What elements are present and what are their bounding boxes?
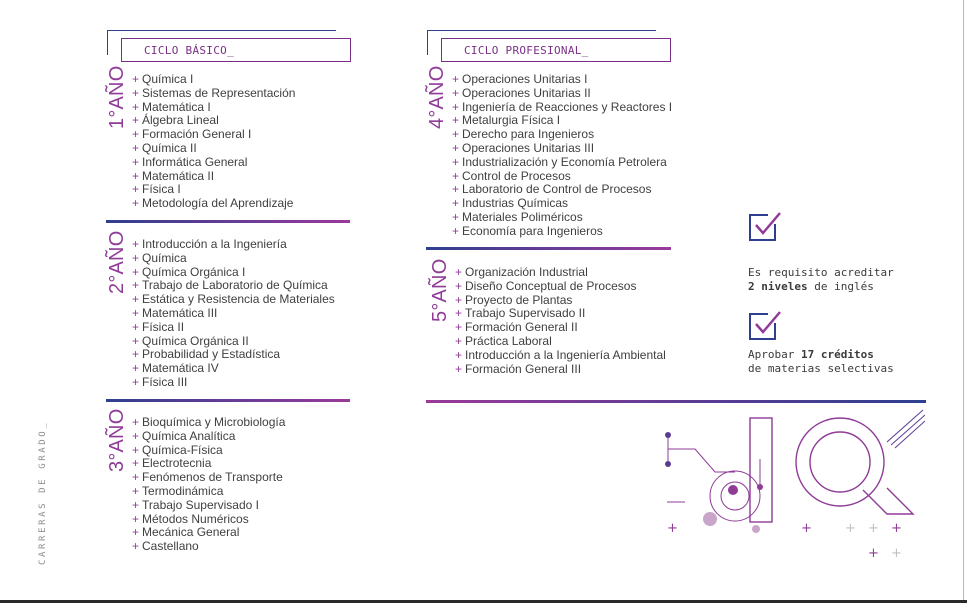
subject-item — [132, 416, 285, 430]
subject-name: Informática General — [142, 154, 248, 169]
plus-bullet: + — [452, 99, 460, 114]
subject-item — [452, 114, 672, 128]
subject-item — [132, 183, 295, 197]
subject-item — [132, 128, 295, 142]
side-section-label: CARRERAS DE GRADO_ — [38, 420, 48, 565]
year-1-label: 1°AÑO — [106, 65, 128, 129]
page-edge — [963, 0, 964, 603]
year-5-subjects — [455, 266, 666, 376]
plus-bullet: + — [452, 113, 460, 128]
plus-bullet: + — [132, 182, 140, 197]
subject-item — [452, 170, 672, 184]
plus-bullet: + — [132, 374, 140, 389]
subject-name: Trabajo Supervisado II — [465, 306, 586, 321]
plus-bullet: + — [452, 209, 460, 224]
subject-name: Química — [142, 250, 187, 265]
subject-name: Métodos Numéricos — [142, 511, 249, 526]
subject-item — [452, 225, 672, 239]
subject-item — [132, 362, 335, 376]
plus-mark: + — [891, 521, 902, 536]
subject-item — [132, 252, 335, 266]
plus-bullet: + — [132, 483, 140, 498]
subject-item — [455, 349, 666, 363]
plus-mark: + — [667, 521, 678, 536]
subject-item — [132, 526, 285, 540]
plus-bullet: + — [455, 320, 463, 335]
plus-mark: + — [868, 521, 879, 536]
requirement-english-bold: 2 niveles — [748, 280, 808, 293]
subject-item — [132, 307, 335, 321]
subject-name: Trabajo de Laboratorio de Química — [142, 278, 328, 293]
subject-item — [455, 280, 666, 294]
plus-bullet: + — [132, 140, 140, 155]
subject-name: Operaciones Unitarias II — [462, 85, 591, 100]
plus-mark: + — [868, 546, 879, 561]
ciclo-basico-title: CICLO BÁSICO_ — [121, 38, 351, 62]
iq-decorative-graphic-icon — [655, 404, 925, 564]
subject-item — [132, 279, 335, 293]
divider-long — [426, 400, 926, 403]
plus-bullet: + — [455, 306, 463, 321]
year-3-label: 3°AÑO — [106, 408, 128, 472]
subject-item — [455, 294, 666, 308]
subject-name: Mecánica General — [142, 525, 240, 540]
subject-name: Práctica Laboral — [465, 333, 552, 348]
subject-name: Química-Física — [142, 442, 223, 457]
subject-name: Álgebra Lineal — [142, 113, 219, 128]
subject-name: Física III — [142, 374, 188, 389]
year-2-label: 2°AÑO — [106, 230, 128, 294]
plus-bullet: + — [452, 223, 460, 238]
year-1-subjects — [132, 73, 295, 211]
subject-name: Materiales Poliméricos — [462, 209, 583, 224]
subject-item — [455, 335, 666, 349]
subject-item — [132, 485, 285, 499]
subject-name: Industrialización y Economía Petrolera — [462, 154, 667, 169]
ciclo-basico-header — [107, 30, 352, 56]
plus-bullet: + — [132, 347, 140, 362]
year-2-subjects — [132, 238, 335, 390]
ciclo-profesional-header — [427, 30, 672, 56]
subject-item — [452, 183, 672, 197]
subject-name: Metalurgia Física I — [462, 113, 561, 128]
plus-bullet: + — [132, 154, 140, 169]
subject-name: Economía para Ingenieros — [462, 223, 603, 238]
subject-item — [452, 156, 672, 170]
subject-name: Operaciones Unitarias III — [462, 140, 595, 155]
plus-mark: + — [891, 546, 902, 561]
plus-bullet: + — [132, 292, 140, 307]
plus-bullet: + — [132, 127, 140, 142]
subject-item — [455, 307, 666, 321]
plus-bullet: + — [132, 278, 140, 293]
subject-item — [132, 471, 285, 485]
plus-bullet: + — [132, 113, 140, 128]
plus-bullet: + — [455, 361, 463, 376]
plus-bullet: + — [132, 264, 140, 279]
requirement-credits-line2: de materias selectivas — [748, 362, 894, 375]
divider-1 — [106, 220, 350, 223]
subject-name: Química Orgánica I — [142, 264, 246, 279]
subject-name: Química Orgánica II — [142, 333, 249, 348]
plus-bullet: + — [452, 182, 460, 197]
subject-item — [132, 540, 285, 554]
plus-bullet: + — [455, 292, 463, 307]
subject-name: Matemática IV — [142, 361, 219, 376]
plus-bullet: + — [132, 428, 140, 443]
subject-name: Formación General II — [465, 320, 578, 335]
plus-bullet: + — [452, 168, 460, 183]
subject-item — [132, 266, 335, 280]
subject-item — [132, 444, 285, 458]
plus-bullet: + — [132, 539, 140, 554]
subject-name: Física I — [142, 182, 181, 197]
subject-item — [452, 87, 672, 101]
plus-bullet: + — [132, 85, 140, 100]
plus-bullet: + — [132, 415, 140, 429]
subject-name: Operaciones Unitarias I — [462, 72, 588, 86]
subject-name: Química II — [142, 140, 197, 155]
ciclo-profesional-title: CICLO PROFESIONAL_ — [441, 38, 671, 62]
subject-name: Sistemas de Representación — [142, 85, 296, 100]
subject-name: Matemática III — [142, 305, 218, 320]
subject-name: Química Analítica — [142, 428, 236, 443]
requirement-english-line1: Es requisito acreditar — [748, 266, 894, 279]
plus-bullet: + — [452, 154, 460, 169]
subject-name: Matemática II — [142, 168, 215, 183]
checkbox-icon — [748, 210, 782, 244]
plus-bullet: + — [132, 497, 140, 512]
subject-name: Matemática I — [142, 99, 211, 114]
year-4-subjects — [452, 73, 672, 239]
plus-bullet: + — [455, 333, 463, 348]
requirement-english-rest: de inglés — [807, 280, 874, 293]
subject-name: Derecho para Ingenieros — [462, 127, 595, 142]
plus-bullet: + — [132, 237, 140, 251]
subject-name: Introducción a la Ingeniería — [142, 237, 287, 251]
subject-item — [132, 293, 335, 307]
subject-item — [132, 513, 285, 527]
subject-name: Diseño Conceptual de Procesos — [465, 278, 637, 293]
subject-item — [455, 266, 666, 280]
plus-bullet: + — [132, 99, 140, 114]
subject-name: Física II — [142, 319, 185, 334]
plus-bullet: + — [452, 140, 460, 155]
subject-name: Fenómenos de Transporte — [142, 470, 283, 485]
plus-bullet: + — [132, 525, 140, 540]
subject-item — [132, 348, 335, 362]
divider-4 — [426, 247, 671, 250]
subject-name: Introducción a la Ingeniería Ambiental — [465, 347, 666, 362]
subject-name: Metodología del Aprendizaje — [142, 196, 294, 211]
plus-bullet: + — [132, 250, 140, 265]
subject-item — [132, 114, 295, 128]
year-4-label: 4°AÑO — [426, 65, 448, 129]
plus-bullet: + — [132, 333, 140, 348]
requirement-credits-bold: 17 créditos — [800, 348, 874, 361]
subject-item — [452, 128, 672, 142]
plus-mark: + — [801, 521, 812, 536]
plus-bullet: + — [132, 511, 140, 526]
plus-bullet: + — [132, 456, 140, 471]
plus-bullet: + — [452, 72, 460, 86]
year-5-label: 5°AÑO — [429, 258, 451, 322]
plus-mark: + — [845, 521, 856, 536]
plus-bullet: + — [455, 278, 463, 293]
subject-name: Laboratorio de Control de Procesos — [462, 182, 652, 197]
subject-name: Castellano — [142, 539, 199, 554]
plus-bullet: + — [132, 305, 140, 320]
subject-name: Proyecto de Plantas — [465, 292, 573, 307]
plus-bullet: + — [455, 265, 463, 279]
subject-item — [132, 499, 285, 513]
subject-item — [452, 142, 672, 156]
plus-bullet: + — [132, 168, 140, 183]
requirement-english — [748, 266, 894, 294]
subject-name: Bioquímica y Microbiología — [142, 415, 286, 429]
plus-bullet: + — [132, 72, 140, 86]
subject-name: Formación General III — [465, 361, 582, 376]
subject-name: Trabajo Supervisado I — [142, 497, 259, 512]
plus-bullet: + — [132, 319, 140, 334]
subject-item — [132, 197, 295, 211]
subject-item — [132, 170, 295, 184]
subject-item — [455, 321, 666, 335]
divider-2 — [106, 399, 350, 402]
subject-item — [132, 73, 295, 87]
subject-item — [452, 73, 672, 87]
subject-name: Probabilidad y Estadística — [142, 347, 281, 362]
subject-name: Química I — [142, 72, 194, 86]
subject-item — [132, 142, 295, 156]
plus-bullet: + — [132, 361, 140, 376]
subject-name: Ingeniería de Reacciones y Reactores I — [462, 99, 673, 114]
subject-name: Control de Procesos — [462, 168, 571, 183]
requirement-credits — [748, 348, 894, 376]
subject-item — [132, 156, 295, 170]
subject-name: Industrias Químicas — [462, 196, 569, 211]
plus-bullet: + — [132, 470, 140, 485]
year-3-subjects — [132, 416, 285, 554]
subject-name: Organización Industrial — [465, 265, 588, 279]
subject-item — [132, 430, 285, 444]
subject-item — [452, 211, 672, 225]
plus-bullet: + — [452, 127, 460, 142]
subject-item — [132, 321, 335, 335]
subject-name: Formación General I — [142, 127, 252, 142]
subject-item — [452, 197, 672, 211]
checkbox-icon — [748, 309, 782, 343]
plus-bullet: + — [452, 196, 460, 211]
subject-item — [132, 376, 335, 390]
subject-name: Electrotecnia — [142, 456, 212, 471]
subject-item — [132, 457, 285, 471]
requirement-credits-prefix: Aprobar — [748, 348, 801, 361]
subject-name: Estática y Resistencia de Materiales — [142, 292, 335, 307]
subject-item — [132, 87, 295, 101]
plus-bullet: + — [455, 347, 463, 362]
subject-item — [132, 335, 335, 349]
plus-bullet: + — [132, 442, 140, 457]
subject-item — [452, 101, 672, 115]
subject-item — [132, 238, 335, 252]
plus-bullet: + — [132, 196, 140, 211]
subject-item — [455, 363, 666, 377]
plus-bullet: + — [452, 85, 460, 100]
subject-name: Termodinámica — [142, 483, 224, 498]
